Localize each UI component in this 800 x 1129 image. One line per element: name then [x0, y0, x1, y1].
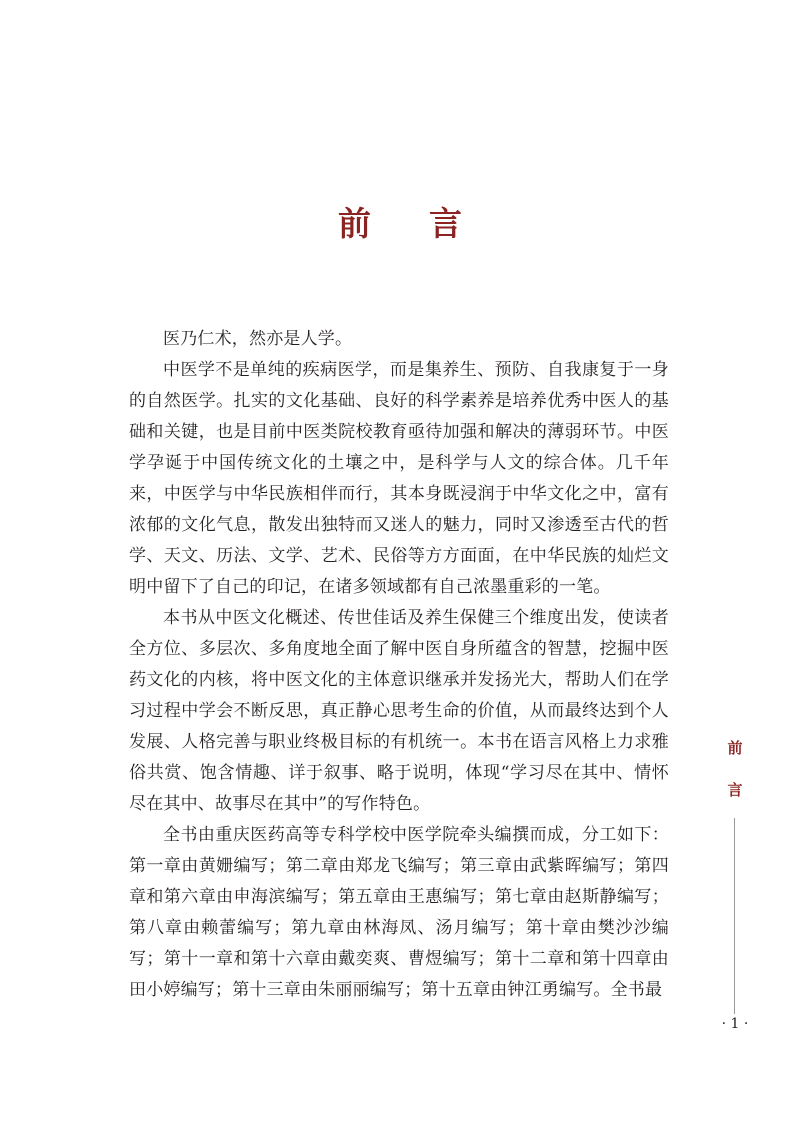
- side-divider-line: [734, 818, 735, 1014]
- paragraph: 医乃仁术，然亦是人学。: [163, 329, 353, 349]
- side-section-tab: [720, 738, 750, 800]
- title-char-2: 言: [429, 204, 462, 243]
- page-title: [0, 200, 800, 248]
- side-tab-char-1: 前: [727, 739, 743, 757]
- paragraph: 中医学不是单纯的疾病医学，而是集养生、预防、自我康复于一身的自然医学。扎实的文化基础、良好的科学素养是培养优秀中医人的基础和关键，也是目前中医类院校教育亟待加强和解决的薄弱环节。中医学孕诞于中国传统文化的土壤之中，是科学与人文的综合体。几千年来，中医学与中华民族相伴而行，其本身既浸润于中华文化之中，富有浓郁的文化气息，散发出独特而又迷人的魅力，同时又渗透至古代的哲学、天文、历法、文学、艺术、民俗等方方面面，在中华民族的灿烂文明中留下了自己的印记，在诸多领域都有自己浓墨重彩的一笔。: [129, 360, 669, 597]
- side-tab-char-2: 言: [727, 781, 743, 799]
- page-number: · 1 ·: [721, 1016, 749, 1032]
- paragraph: 本书从中医文化概述、传世佳话及养生保健三个维度出发，使读者全方位、多层次、多角度地全面了解中医自身所蕴含的智慧，挖掘中医药文化的内核，将中医文化的主体意识继承并发扬光大，帮助人们在学习过程中学会不断反思，真正静心思考生命的价值，从而最终达到个人发展、人格完善与职业终极目标的有机统一。本书在语言风格上力求雅俗共赏、饱含情趣、详于叙事、略于说明，体现“学习尽在其中、情怀尽在其中、故事尽在其中”的写作特色。: [129, 608, 669, 814]
- paragraph: 全书由重庆医药高等专科学校中医学院牵头编撰而成，分工如下：第一章由黄姗编写；第二章由郑龙飞编写；第三章由武紫晖编写；第四章和第六章由申海滨编写；第五章由王惠编写；第七章由赵斯静编写；第八章由赖蕾编写；第九章由林海凤、汤月编写；第十章由樊沙沙编写；第十一章和第十六章由戴奕爽、曹煜编写；第十二章和第十四章由田小婷编写；第十三章由朱丽丽编写；第十五章由钟江勇编写。全书最: [129, 825, 669, 1000]
- title-char-1: 前: [338, 204, 371, 243]
- body-text: [129, 324, 669, 1006]
